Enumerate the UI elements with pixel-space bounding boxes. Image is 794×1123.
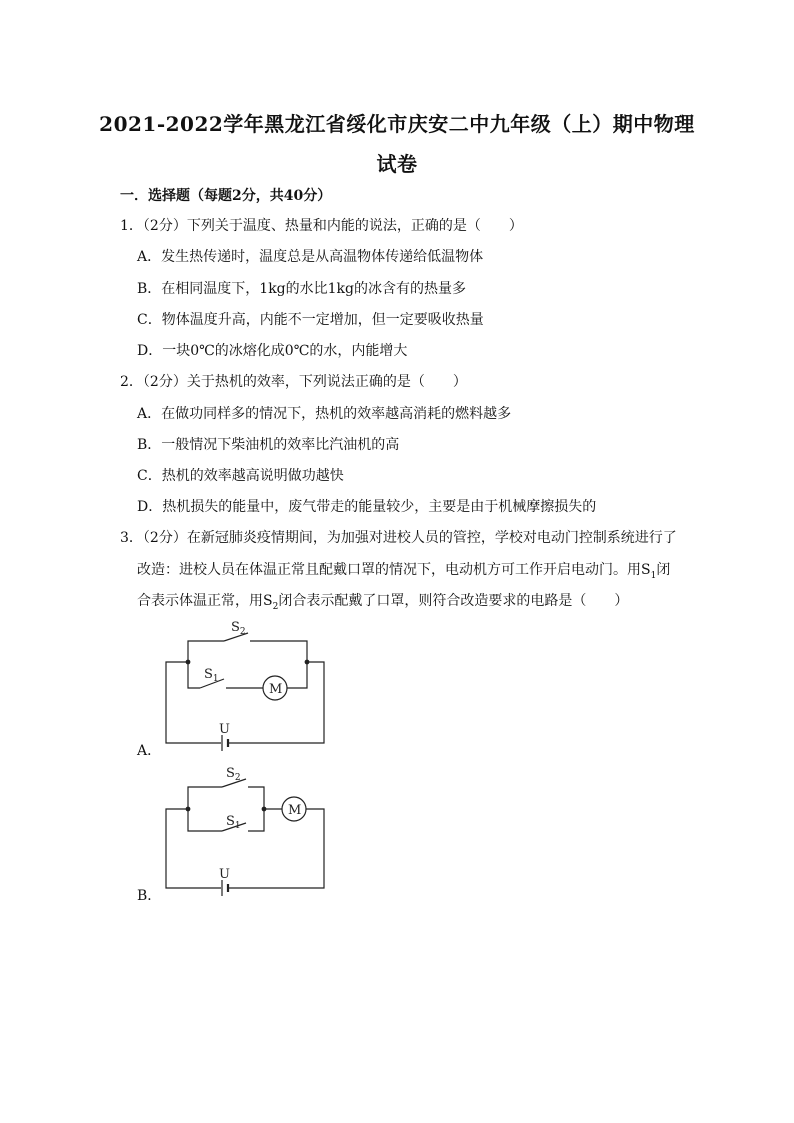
question-3-stem-line-1: 3．（2分）在新冠肺炎疫情期间，为加强对进校人员的管控，学校对电动门控制系统进行了 bbox=[120, 530, 677, 546]
wire bbox=[248, 809, 264, 831]
motor-label: M bbox=[269, 682, 283, 697]
battery-label: U bbox=[219, 722, 230, 737]
junction-dot bbox=[186, 807, 191, 812]
switch-s1-label: $S_1$ bbox=[226, 814, 241, 831]
motor-label: M bbox=[288, 803, 302, 818]
question-1-option-d: D．一块0℃的冰熔化成0℃的水，内能增大 bbox=[137, 343, 408, 359]
page-title: 2021-2022学年黑龙江省绥化市庆安二中九年级（上）期中物理 bbox=[99, 112, 695, 136]
section-heading: 一．选择题（每题2分，共40分） bbox=[120, 188, 332, 204]
option-b-label: B． bbox=[137, 888, 162, 904]
switch-s2-label: $S_2$ bbox=[226, 766, 241, 783]
question-3-stem-line-2: 改造：进校人员在体温正常且配戴口罩的情况下，电动机方可工作开启电动门。用$S_1$闭 bbox=[137, 562, 671, 581]
question-2-option-b: B．一般情况下柴油机的效率比汽油机的高 bbox=[137, 437, 400, 453]
page-title-continued: 试卷 bbox=[376, 152, 418, 176]
wire bbox=[229, 809, 324, 888]
switch-s1-label: $S_1$ bbox=[204, 667, 219, 684]
wire bbox=[188, 809, 222, 831]
switch-s2-label: $S_2$ bbox=[231, 620, 246, 637]
question-2-option-c: C．热机的效率越高说明做功越快 bbox=[137, 468, 344, 484]
option-a-label: A． bbox=[137, 743, 162, 759]
junction-dot bbox=[262, 807, 267, 812]
question-1-option-b: B．在相同温度下，1kg的水比1kg的冰含有的热量多 bbox=[137, 281, 466, 297]
question-1-option-c: C．物体温度升高，内能不一定增加，但一定要吸收热量 bbox=[137, 312, 484, 328]
question-2-option-d: D．热机损失的能量中，废气带走的能量较少，主要是由于机械摩擦损失的 bbox=[137, 499, 597, 515]
battery-label: U bbox=[219, 867, 230, 882]
wire bbox=[166, 809, 221, 888]
question-2-option-a: A．在做功同样多的情况下，热机的效率越高消耗的燃料越多 bbox=[137, 406, 512, 422]
question-1-stem: 1．（2分）下列关于温度、热量和内能的说法，正确的是（ ） bbox=[120, 218, 523, 234]
wire bbox=[248, 787, 264, 809]
wire bbox=[188, 787, 222, 809]
question-2-stem: 2．（2分）关于热机的效率，下列说法正确的是（ ） bbox=[120, 374, 467, 390]
question-1-option-a: A．发生热传递时，温度总是从高温物体传递给低温物体 bbox=[137, 249, 484, 265]
question-3-stem-line-3: 合表示体温正常，用$S_2$闭合表示配戴了口罩，则符合改造要求的电路是（ ） bbox=[137, 593, 629, 612]
